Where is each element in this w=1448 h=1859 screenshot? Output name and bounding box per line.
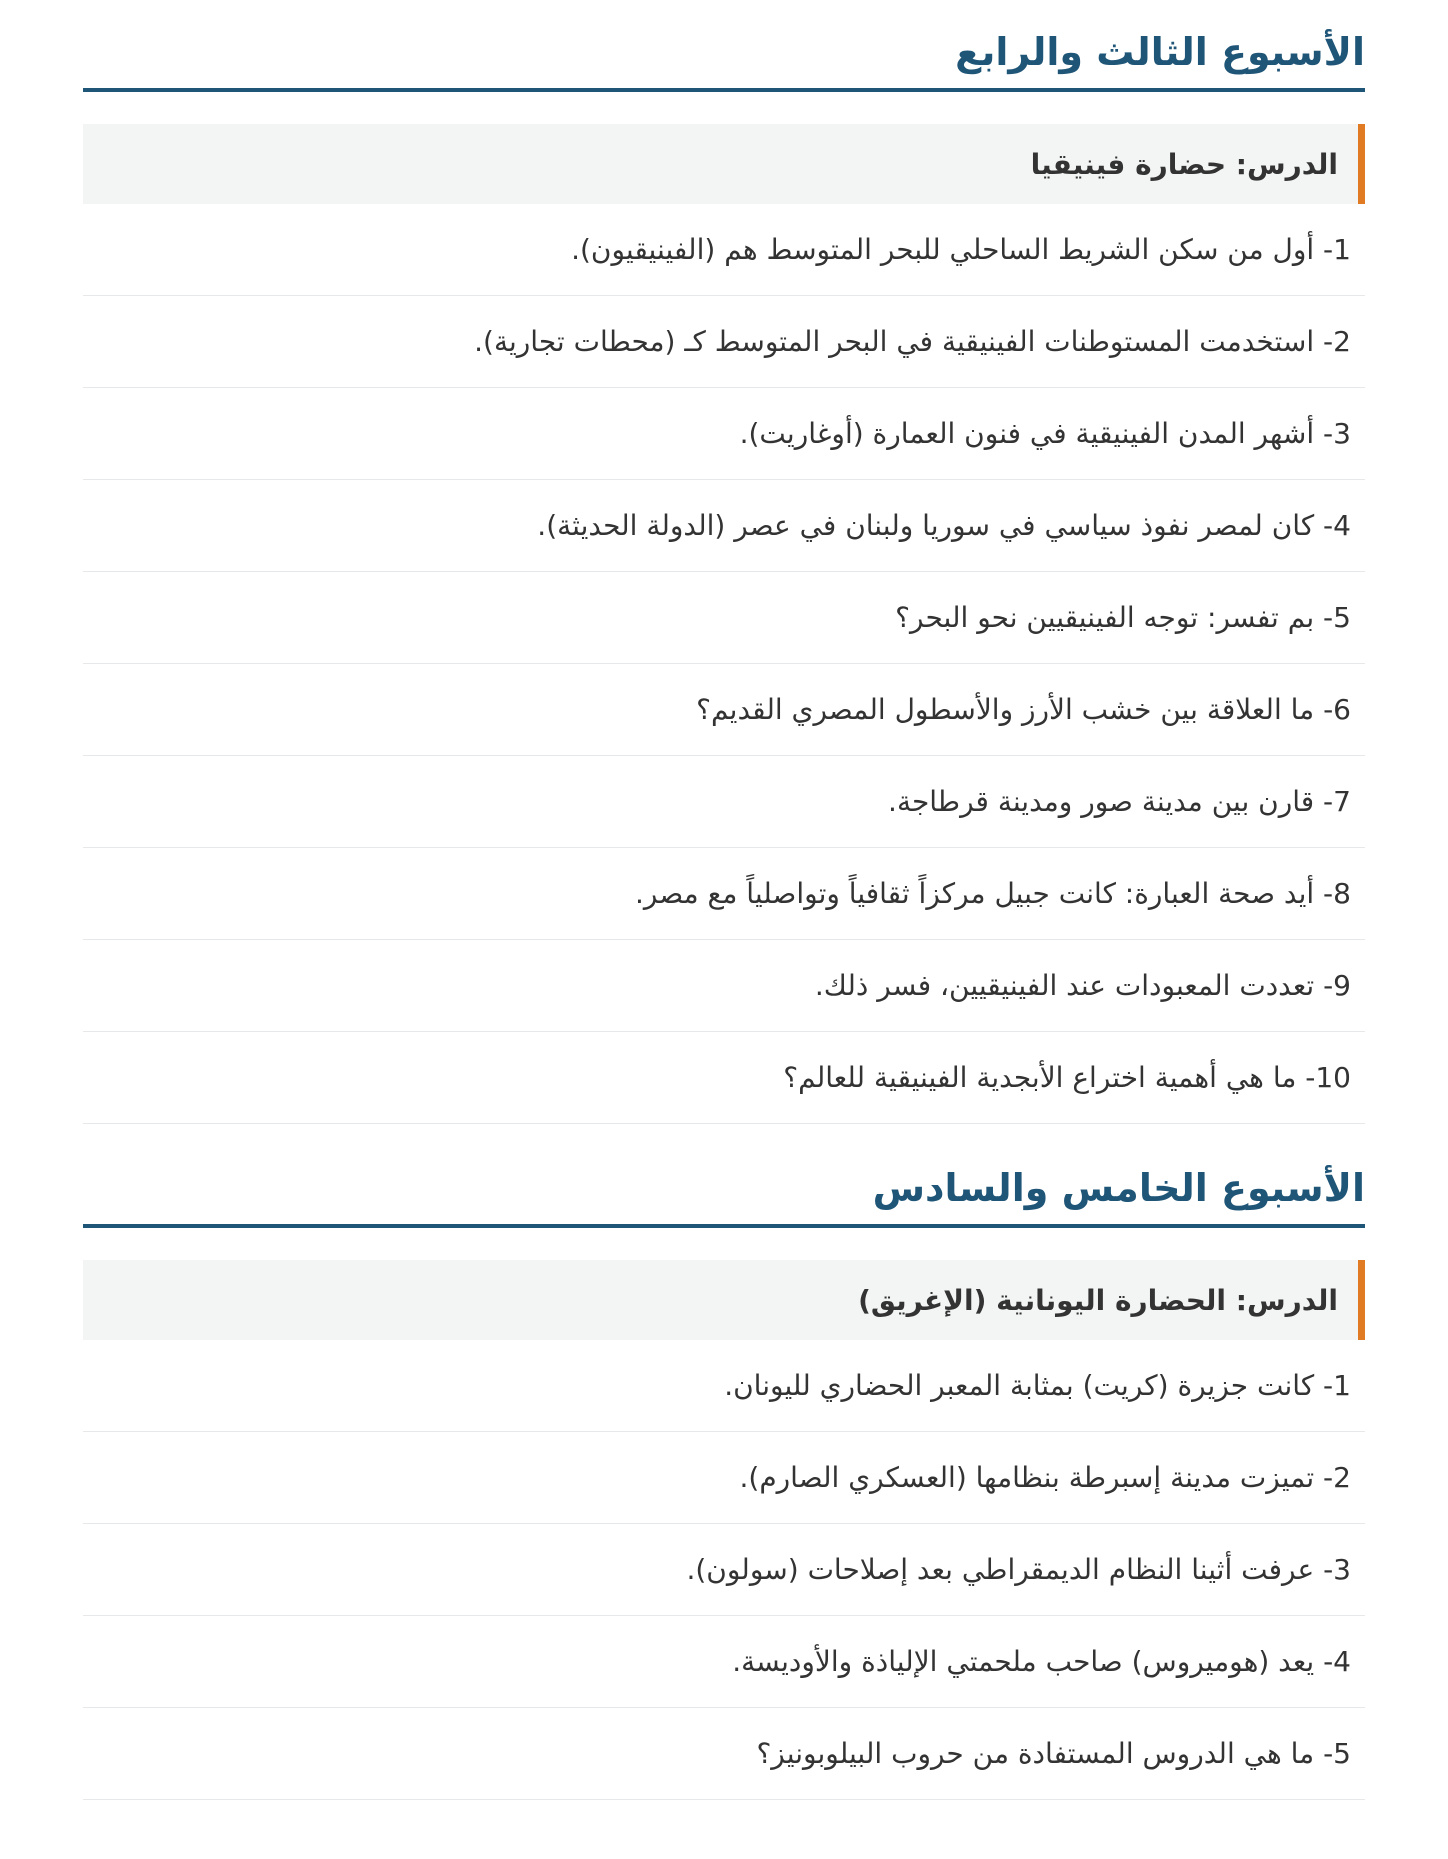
question-item: 4- يعد (هوميروس) صاحب ملحمتي الإلياذة والأوديسة. bbox=[83, 1616, 1365, 1708]
question-item: 9- تعددت المعبودات عند الفينيقيين، فسر ذلك. bbox=[83, 940, 1365, 1032]
week-title: الأسبوع الخامس والسادس bbox=[83, 1124, 1365, 1228]
question-item: 4- كان لمصر نفوذ سياسي في سوريا ولبنان في عصر (الدولة الحديثة). bbox=[83, 480, 1365, 572]
question-list bbox=[83, 204, 1365, 1124]
lesson-title: الدرس: حضارة فينيقيا bbox=[1030, 147, 1338, 181]
question-item: 8- أيد صحة العبارة: كانت جبيل مركزاً ثقافياً وتواصلياً مع مصر. bbox=[83, 848, 1365, 940]
question-item: 2- استخدمت المستوطنات الفينيقية في البحر المتوسط كـ (محطات تجارية). bbox=[83, 296, 1365, 388]
question-item: 10- ما هي أهمية اختراع الأبجدية الفينيقية للعالم؟ bbox=[83, 1032, 1365, 1124]
lesson-title: الدرس: الحضارة اليونانية (الإغريق) bbox=[858, 1283, 1338, 1317]
week-section-3-4 bbox=[83, 0, 1365, 1124]
question-item: 5- بم تفسر: توجه الفينيقيين نحو البحر؟ bbox=[83, 572, 1365, 664]
question-list bbox=[83, 1340, 1365, 1800]
question-item: 3- عرفت أثينا النظام الديمقراطي بعد إصلاحات (سولون). bbox=[83, 1524, 1365, 1616]
question-item: 2- تميزت مدينة إسبرطة بنظامها (العسكري الصارم). bbox=[83, 1432, 1365, 1524]
question-item: 5- ما هي الدروس المستفادة من حروب البيلوبونيز؟ bbox=[83, 1708, 1365, 1800]
week-title: الأسبوع الثالث والرابع bbox=[83, 0, 1365, 92]
lesson-header bbox=[83, 124, 1365, 204]
question-item: 3- أشهر المدن الفينيقية في فنون العمارة (أوغاريت). bbox=[83, 388, 1365, 480]
question-item: 1- كانت جزيرة (كريت) بمثابة المعبر الحضاري لليونان. bbox=[83, 1340, 1365, 1432]
question-item: 6- ما العلاقة بين خشب الأرز والأسطول المصري القديم؟ bbox=[83, 664, 1365, 756]
lesson-header bbox=[83, 1260, 1365, 1340]
question-item: 7- قارن بين مدينة صور ومدينة قرطاجة. bbox=[83, 756, 1365, 848]
question-item: 1- أول من سكن الشريط الساحلي للبحر المتوسط هم (الفينيقيون). bbox=[83, 204, 1365, 296]
week-section-5-6 bbox=[83, 1124, 1365, 1800]
